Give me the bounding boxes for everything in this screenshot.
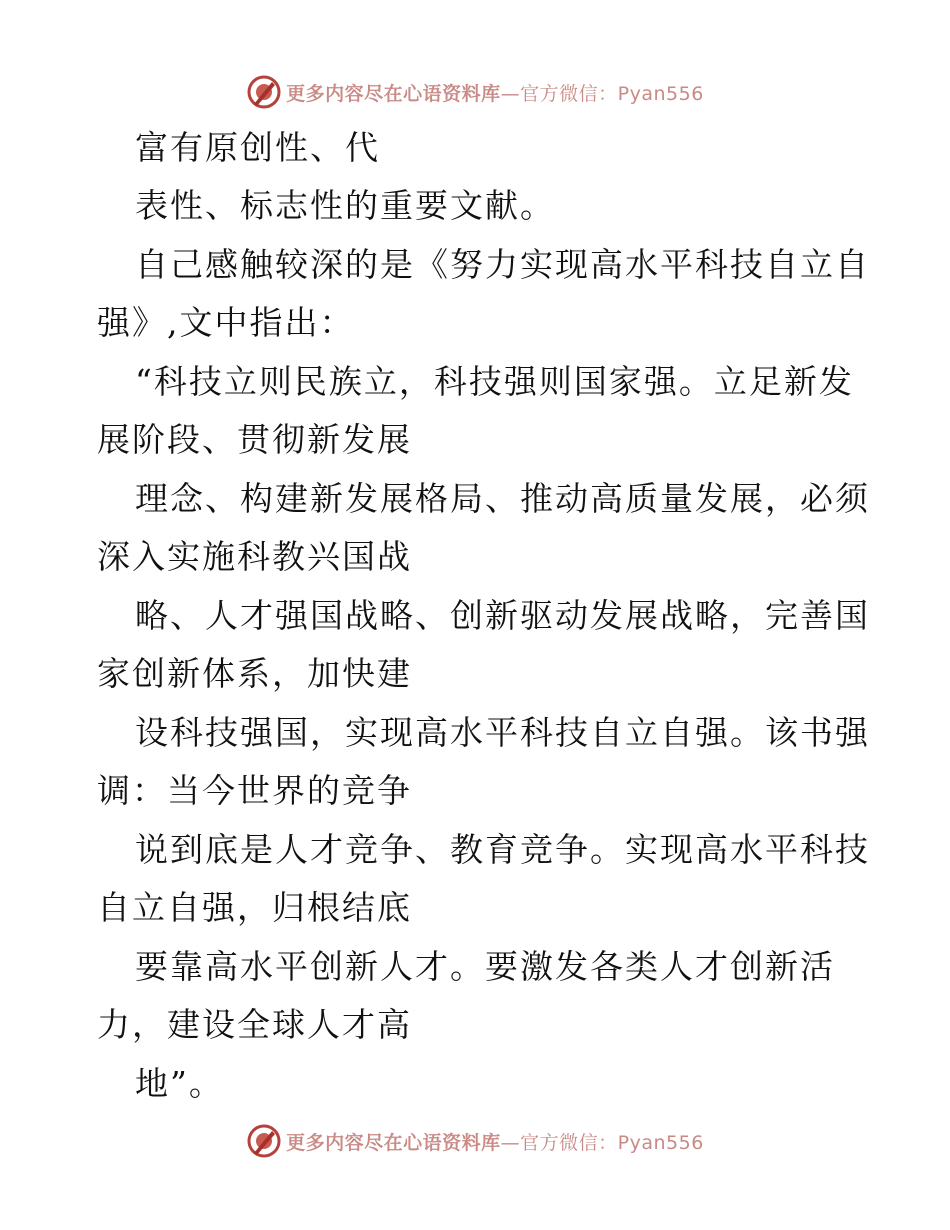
text-line: 调：当今世界的竞争 [97, 771, 412, 810]
text-line: 力，建设全球人才高 [97, 1005, 412, 1044]
text-line: 理念、构建新发展格局、推动高质量发展，必须 [135, 479, 870, 518]
text-line: 自己感触较深的是《努力实现高水平科技自立自 [135, 245, 870, 284]
footer-watermark [0, 1121, 950, 1161]
text-line: 富有原创性、代 [135, 128, 380, 167]
header-watermark [0, 72, 950, 112]
text-line: “科技立则民族立，科技强则国家强。立足新发 [135, 362, 854, 401]
watermark-text: 更多内容尽在心语资料库—官方微信：Pyan556 [286, 1131, 704, 1154]
quill-logo-icon [246, 74, 282, 110]
text-line: 说到底是人才竞争、教育竞争。实现高水平科技 [135, 830, 870, 869]
text-line: 强》,文中指出： [97, 303, 355, 342]
text-line: 要靠高水平创新人才。要激发各类人才创新活 [135, 947, 835, 986]
text-line: 略、人才强国战略、创新驱动发展战略，完善国 [135, 596, 870, 635]
text-line: 自立自强，归根结底 [97, 888, 412, 927]
text-line: 家创新体系，加快建 [97, 654, 412, 693]
text-line: 表性、标志性的重要文献。 [135, 186, 555, 225]
text-line: 深入实施科教兴国战 [97, 537, 412, 576]
text-line: 展阶段、贯彻新发展 [97, 420, 412, 459]
text-line: 设科技强国，实现高水平科技自立自强。该书强 [135, 713, 870, 752]
text-line: 地”。 [135, 1064, 224, 1103]
watermark-text: 更多内容尽在心语资料库—官方微信：Pyan556 [286, 82, 704, 105]
quill-logo-icon [246, 1123, 282, 1159]
